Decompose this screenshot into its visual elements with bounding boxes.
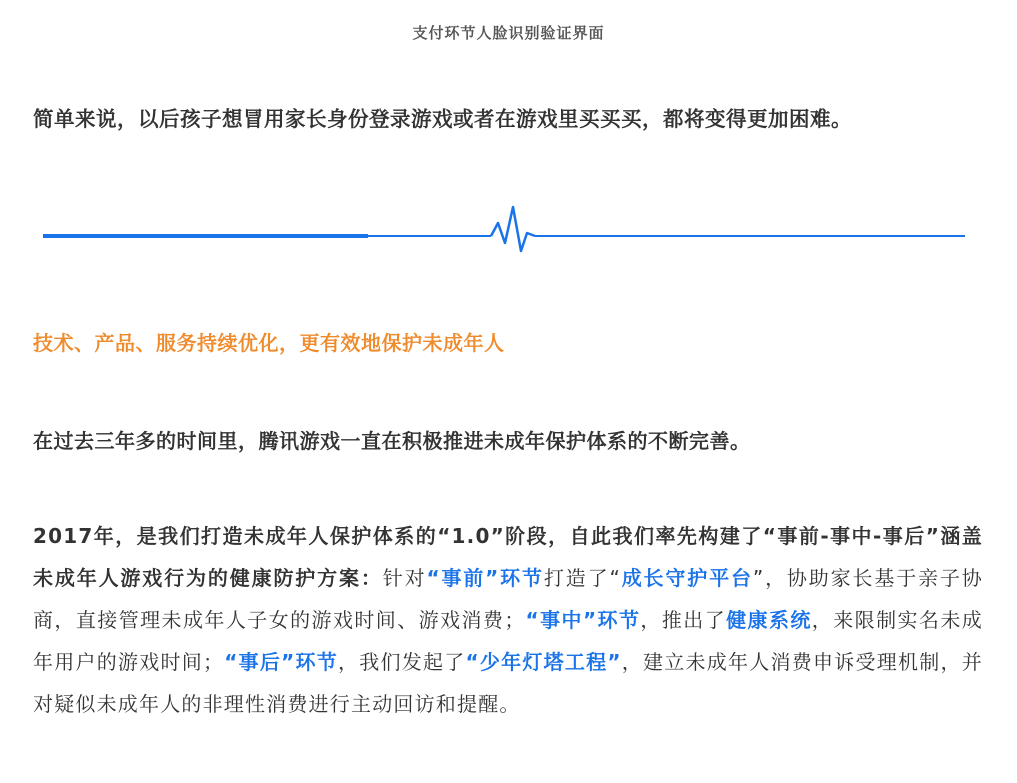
text-span: ，建立未成年人消费申诉受理机制，并对疑似未成年人的非理性消费进行主动回访和提醒。 [33, 650, 983, 716]
lead-paragraph: 简单来说，以后孩子想冒用家长身份登录游戏或者在游戏里买买买，都将变得更加困难。 [33, 107, 852, 131]
highlight-growth-guard-platform: 成长守护平台 [621, 566, 753, 590]
text-span: ，我们发起了 [338, 650, 466, 674]
text-span: ，推出了 [640, 608, 727, 632]
highlight-during-stage: “事中”环节 [525, 608, 641, 632]
text-span: 针对 [382, 566, 427, 590]
paragraph-details [33, 515, 983, 725]
highlight-health-system: 健康系统 [726, 608, 812, 632]
text-span: ，来限制实名未成年用户的游戏时间； [33, 608, 983, 674]
text-span: ”，协助家长基于亲子协商，直接管理未成年人子女的游戏时间、游戏消费； [33, 566, 983, 632]
text-span: 打造了“ [543, 566, 622, 590]
highlight-before-stage: “事前”环节 [426, 566, 544, 590]
image-caption: 支付环节人脸识别验证界面 [412, 24, 605, 42]
paragraph-intro: 在过去三年多的时间里，腾讯游戏一直在积极推进未成年保护体系的不断完善。 [33, 429, 751, 453]
section-title: 技术、产品、服务持续优化，更有效地保护未成年人 [33, 331, 505, 355]
heartbeat-divider [43, 205, 969, 255]
highlight-lighthouse-project: “少年灯塔工程” [465, 650, 622, 674]
highlight-after-stage: “事后”环节 [224, 650, 338, 674]
text-span: 2017年，是我们打造未成年人保护体系的“1.0”阶段，自此我们率先构建了“事前-事中-事后”涵盖未成年人游戏行为的健康防护方案： [33, 524, 983, 590]
